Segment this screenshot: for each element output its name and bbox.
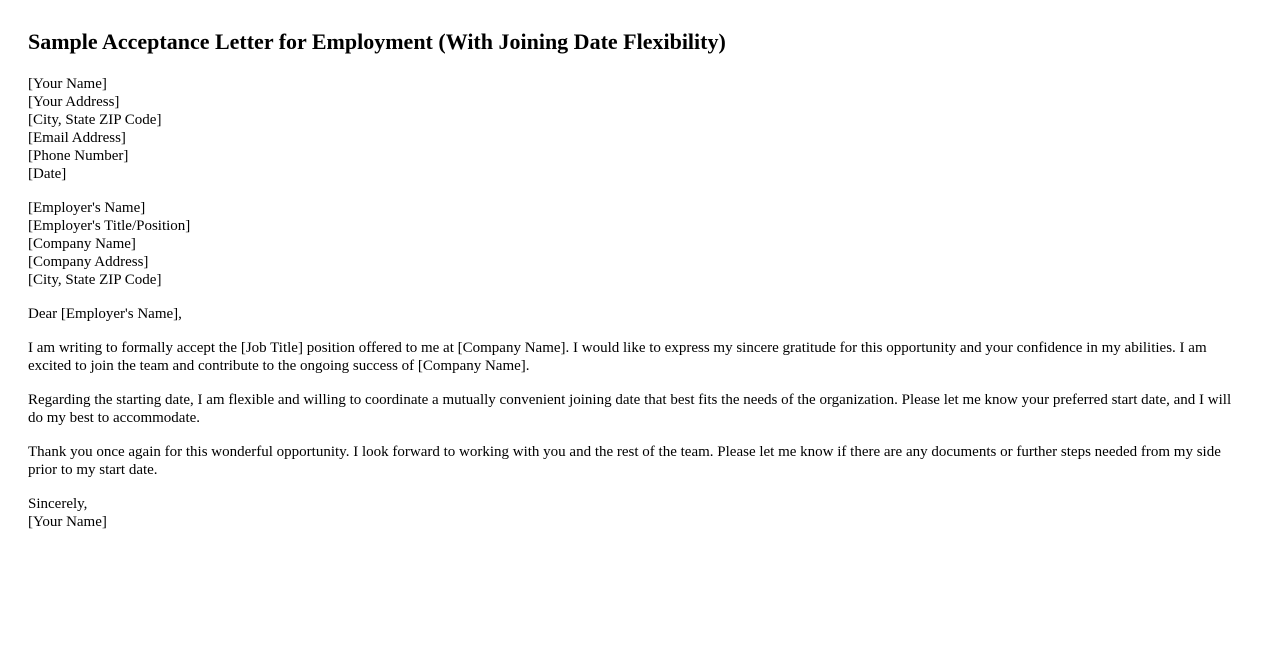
- sender-phone: [Phone Number]: [28, 148, 129, 164]
- sender-address: [Your Address]: [28, 94, 120, 110]
- company-city-state-zip: [City, State ZIP Code]: [28, 272, 162, 288]
- company-address: [Company Address]: [28, 254, 149, 270]
- sender-name: [Your Name]: [28, 76, 107, 92]
- letter-date: [Date]: [28, 166, 67, 182]
- sender-address-block: [28, 75, 1248, 183]
- closing: Sincerely,: [28, 496, 88, 512]
- recipient-address-block: [28, 199, 1248, 289]
- body-paragraph-thanks: Thank you once again for this wonderful opportunity. I look forward to working with you and the rest of the team. Please let me know if there are any documents or further steps needed from my side prior to my start date.: [28, 444, 1221, 478]
- page-title: Sample Acceptance Letter for Employment (With Joining Date Flexibility): [28, 29, 726, 54]
- signature-name: [Your Name]: [28, 514, 107, 530]
- closing-block: [28, 495, 1248, 531]
- body-paragraph-acceptance: I am writing to formally accept the [Job Title] position offered to me at [Company Name]. I would like to express my sincere gratitude for this opportunity and your confidence in my abilities. I am excited to join the team and contribute to the ongoing success of [Company Name].: [28, 340, 1207, 374]
- employer-name: [Employer's Name]: [28, 200, 146, 216]
- employer-title: [Employer's Title/Position]: [28, 218, 191, 234]
- sender-email: [Email Address]: [28, 130, 126, 146]
- salutation: Dear [Employer's Name],: [28, 306, 182, 322]
- sender-city-state-zip: [City, State ZIP Code]: [28, 112, 162, 128]
- company-name: [Company Name]: [28, 236, 136, 252]
- body-paragraph-start-date: Regarding the starting date, I am flexible and willing to coordinate a mutually convenient joining date that best fits the needs of the organization. Please let me know your preferred start date, and I will do my best to accommodate.: [28, 392, 1232, 426]
- letter-page: [28, 0, 1248, 547]
